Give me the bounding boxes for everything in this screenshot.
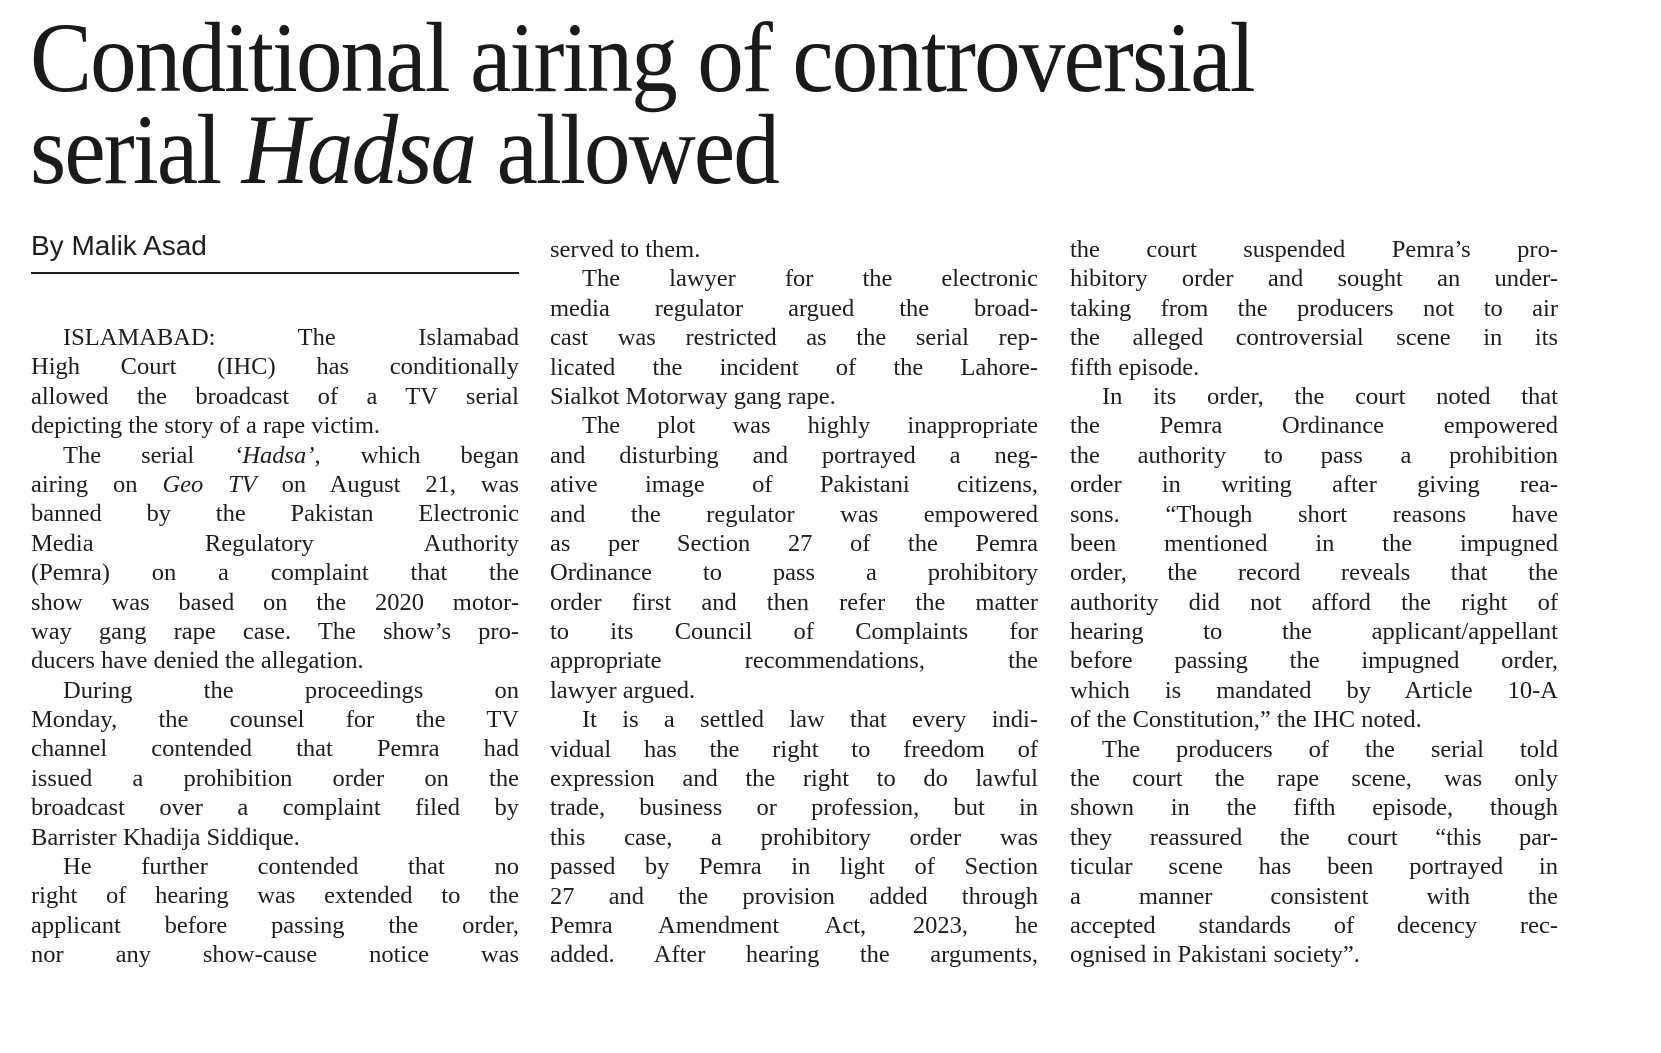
article-text-line: accepted standards of decency rec- bbox=[1070, 911, 1558, 939]
article-text-line: passed by Pemra in light of Section bbox=[550, 853, 1038, 881]
article-text-line: hearing to the applicant/appellant bbox=[1070, 618, 1558, 646]
article-text-line: media regulator argued the broad- bbox=[550, 294, 1038, 322]
article-text-line: He further contended that no bbox=[63, 853, 519, 881]
article-text-line: show was based on the 2020 motor- bbox=[31, 588, 519, 616]
article-text-line: the alleged controversial scene in its bbox=[1070, 324, 1558, 352]
article-text-line: Ordinance to pass a prohibitory bbox=[550, 559, 1038, 587]
headline-serial-title: Hadsa bbox=[241, 94, 476, 205]
article-text-line: licated the incident of the Lahore- bbox=[550, 353, 1038, 381]
article-text-line: taking from the producers not to air bbox=[1070, 294, 1558, 322]
article-text-line: right of hearing was extended to the bbox=[31, 882, 519, 910]
article-text-line: served to them. bbox=[550, 236, 701, 263]
article-text-line: lawyer argued. bbox=[550, 676, 696, 704]
article-text-line: The plot was highly inappropriate bbox=[582, 412, 1038, 440]
article-column-1 bbox=[31, 323, 519, 970]
article-text-line: broadcast over a complaint filed by bbox=[31, 794, 519, 822]
article-column-3 bbox=[1070, 235, 1558, 970]
italic-title: ‘Hadsa’ bbox=[234, 441, 315, 469]
article-text-line: ISLAMABAD: The Islamabad bbox=[63, 324, 519, 351]
article-text-line: channel contended that Pemra had bbox=[31, 735, 519, 763]
article-text-line: airing on Geo TV on August 21, was bbox=[31, 470, 519, 498]
article-text-line: authority did not afford the right of bbox=[1070, 588, 1558, 616]
headline-line-1: Conditional airing of controversial bbox=[30, 2, 1254, 113]
article-text-line: order in writing after giving rea- bbox=[1070, 471, 1558, 499]
article-text-line: Media Regulatory Authority bbox=[31, 529, 519, 557]
article-text-line: cast was restricted as the serial rep- bbox=[550, 324, 1038, 352]
article-text-line: Monday, the counsel for the TV bbox=[31, 706, 519, 734]
article-text-line: depicting the story of a rape victim. bbox=[31, 412, 381, 440]
article-text-line: allowed the broadcast of a TV serial bbox=[31, 382, 519, 410]
article-text-line: the court suspended Pemra’s pro- bbox=[1070, 236, 1558, 263]
article-text-line: nor any show-cause notice was bbox=[31, 941, 519, 969]
article-text-line: ognised in Pakistani society”. bbox=[1070, 941, 1360, 969]
article-text-line: trade, business or profession, but in bbox=[550, 794, 1038, 822]
article-text-line: been mentioned in the impugned bbox=[1070, 529, 1558, 557]
article-text-line: which is mandated by Article 10-A bbox=[1070, 676, 1558, 704]
article-text-line: Barrister Khadija Siddique. bbox=[31, 823, 300, 851]
article-text-line: The producers of the serial told bbox=[1102, 735, 1558, 763]
article-text-line: before passing the impugned order, bbox=[1070, 647, 1558, 675]
article-text-line: and disturbing and portrayed a neg- bbox=[550, 441, 1038, 469]
article-text-line: appropriate recommendations, the bbox=[550, 647, 1038, 675]
headline-line-2 bbox=[30, 94, 1518, 205]
article-text-line: The lawyer for the electronic bbox=[582, 265, 1038, 293]
article-text-line: In its order, the court noted that bbox=[1102, 382, 1558, 410]
article-text-line: the authority to pass a prohibition bbox=[1070, 441, 1558, 469]
headline-line-2-prefix: serial bbox=[30, 94, 242, 205]
article-text-line: (Pemra) on a complaint that the bbox=[31, 559, 519, 587]
article-column-2 bbox=[550, 235, 1038, 970]
article-text-line: Pemra Amendment Act, 2023, he bbox=[550, 911, 1038, 939]
article-text-line: way gang rape case. The show’s pro- bbox=[31, 617, 519, 645]
article-text-line: During the proceedings on bbox=[63, 676, 519, 704]
byline: By Malik Asad bbox=[31, 230, 519, 274]
article-text-line: fifth episode. bbox=[1070, 353, 1200, 381]
article-text-line: of the Constitution,” the IHC noted. bbox=[1070, 706, 1422, 734]
article-text-line: the Pemra Ordinance empowered bbox=[1070, 412, 1558, 440]
article-text-line: hibitory order and sought an under- bbox=[1070, 265, 1558, 293]
article-text-line: order first and then refer the matter bbox=[550, 588, 1038, 616]
italic-title: Geo TV bbox=[162, 470, 257, 498]
article-text-line: they reassured the court “this par- bbox=[1070, 823, 1558, 851]
article-text-line: applicant before passing the order, bbox=[31, 911, 519, 939]
article-text-line: shown in the fifth episode, though bbox=[1070, 794, 1558, 822]
article-text-line: and the regulator was empowered bbox=[550, 500, 1038, 528]
article-text-line: banned by the Pakistan Electronic bbox=[31, 500, 519, 528]
article-text-line: It is a settled law that every indi- bbox=[582, 706, 1038, 734]
article-text-line: this case, a prohibitory order was bbox=[550, 823, 1038, 851]
article-text-line: High Court (IHC) has conditionally bbox=[31, 353, 519, 381]
article-text-line: the court the rape scene, was only bbox=[1070, 765, 1558, 793]
headline bbox=[30, 2, 1518, 205]
article-text-line: vidual has the right to freedom of bbox=[550, 735, 1038, 763]
article-text-line: order, the record reveals that the bbox=[1070, 559, 1558, 587]
article-text-line: ducers have denied the allegation. bbox=[31, 647, 364, 675]
article-text-line: 27 and the provision added through bbox=[550, 882, 1038, 910]
article-text-line: ticular scene has been portrayed in bbox=[1070, 853, 1558, 881]
article-text-line: to its Council of Complaints for bbox=[550, 618, 1038, 646]
article-text-line: as per Section 27 of the Pemra bbox=[550, 529, 1038, 557]
headline-line-2-suffix: allowed bbox=[475, 94, 778, 205]
article-text-line: Sialkot Motorway gang rape. bbox=[550, 382, 836, 410]
article-text-line: The serial ‘Hadsa’, which began bbox=[63, 441, 519, 469]
article-text-line: added. After hearing the arguments, bbox=[550, 941, 1038, 969]
article-text-line: expression and the right to do lawful bbox=[550, 765, 1038, 793]
article-text-line: ative image of Pakistani citizens, bbox=[550, 471, 1038, 499]
article-text-line: issued a prohibition order on the bbox=[31, 764, 519, 792]
article-text-line: sons. “Though short reasons have bbox=[1070, 500, 1558, 528]
article-text-line: a manner consistent with the bbox=[1070, 882, 1558, 910]
